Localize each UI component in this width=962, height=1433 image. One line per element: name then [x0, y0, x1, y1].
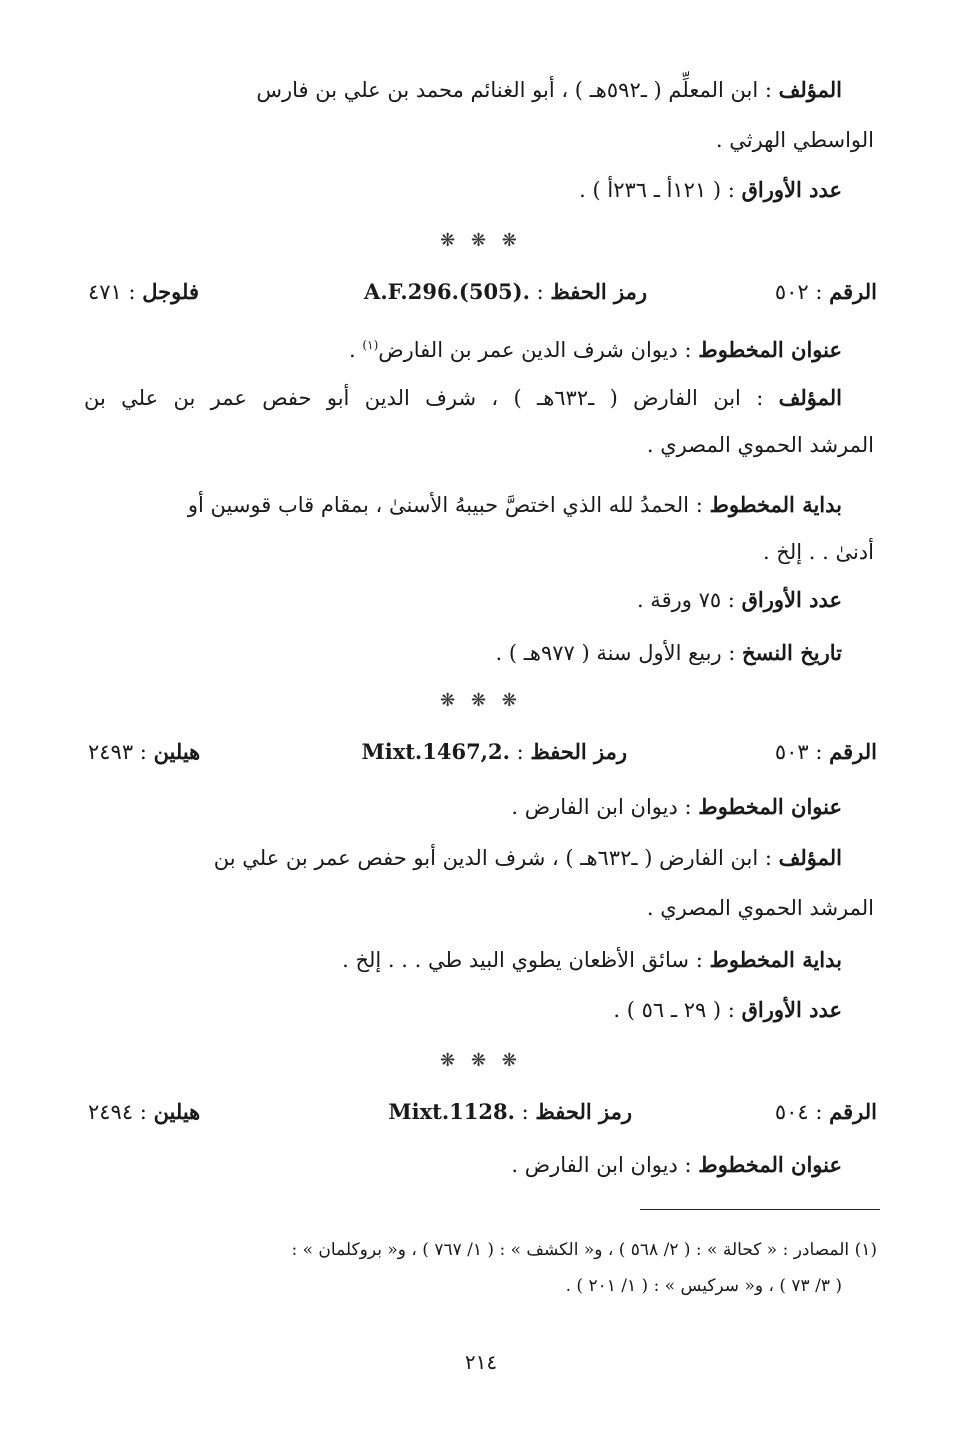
- incipit-value: الحمدُ لله الذي اختصَّ حبيبهُ الأسنىٰ ، بمقام قاب قوسين أو: [187, 493, 690, 517]
- author-value: ابن الفارض ( ـ٦٣٢هـ ) ، شرف الدين أبو حفص عمر بن علي بن: [213, 846, 759, 870]
- page-number: ٢١٤: [464, 1350, 498, 1374]
- leaves-label: عدد الأوراق: [741, 177, 842, 202]
- title-value: ديوان شرف الدين عمر بن الفارض: [378, 338, 678, 362]
- catalog-ref: فلوجل : ٤٧١: [88, 279, 200, 304]
- leaves-label: عدد الأوراق: [741, 587, 842, 612]
- footnote-line: [82, 1235, 877, 1265]
- incipit-continuation: أدنىٰ . . إلخ .: [762, 540, 874, 564]
- shelf-label: رمز الحفظ: [535, 1099, 632, 1124]
- title-value: ديوان ابن الفارض .: [511, 795, 678, 819]
- incipit-line: بداية المخطوط : الحمدُ لله الذي اختصَّ حبيبهُ الأسنىٰ ، بمقام قاب قوسين أو: [187, 492, 842, 517]
- incipit-line: بداية المخطوط : سائق الأظعان يطوي البيد طي . . . إلخ .: [342, 947, 842, 972]
- footnote-rule: [640, 1209, 880, 1210]
- number-label: الرقم: [829, 1099, 877, 1124]
- leaves-value: ٧٥ ورقة .: [636, 588, 722, 612]
- leaves-line: عدد الأوراق : ٧٥ ورقة .: [636, 587, 842, 612]
- title-line: عنوان المخطوط : ديوان شرف الدين عمر بن الفارض$^{(١)}$ .: [349, 337, 842, 362]
- incipit-label: بداية المخطوط: [709, 947, 842, 972]
- catalog-value: ٢٤٩٣: [88, 740, 134, 764]
- catalog-label: فلوجل: [142, 279, 200, 304]
- number-value: ٥٠٢: [774, 280, 809, 304]
- title-label: عنوان المخطوط: [698, 794, 842, 819]
- leaves-value: ( ١٢١أ ـ ٢٣٦أ ) .: [579, 178, 722, 202]
- title-label: عنوان المخطوط: [698, 1152, 842, 1177]
- author-label: المؤلف: [778, 845, 842, 870]
- author-label: المؤلف: [778, 77, 842, 102]
- copy-date-value: ربيع الأول سنة ( ٩٧٧هـ ) .: [495, 641, 722, 665]
- title-end: .: [349, 338, 356, 362]
- title-label: عنوان المخطوط: [698, 337, 842, 362]
- separator-ornament: ❋ ❋ ❋: [440, 1050, 522, 1071]
- leaves-line: عدد الأوراق : ( ١٢١أ ـ ٢٣٦أ ) .: [579, 177, 842, 202]
- catalog-ref: هيلين : ٢٤٩٤: [88, 1099, 201, 1124]
- shelf-value: Mixt.1467,2.: [361, 739, 510, 764]
- author-value: ابن الفارض ( ـ٦٣٢هـ ) ، شرف الدين أبو حفص عمر بن علي بن: [84, 386, 741, 410]
- incipit-label: بداية المخطوط: [709, 492, 842, 517]
- leaves-line: عدد الأوراق : ( ٢٩ ـ ٥٦ ) .: [613, 997, 842, 1022]
- entry-number: الرقم : ٥٠٢: [774, 279, 877, 304]
- catalog-ref: هيلين : ٢٤٩٣: [88, 739, 201, 764]
- number-value: ٥٠٤: [774, 1100, 809, 1124]
- shelfmark: رمز الحفظ : Mixt.1128.: [388, 1099, 632, 1124]
- shelf-value: Mixt.1128.: [388, 1099, 515, 1124]
- copy-date-label: تاريخ النسخ: [742, 640, 842, 665]
- number-label: الرقم: [829, 739, 877, 764]
- footnote-marker: (١): [362, 338, 379, 352]
- footnote-marker: (١): [854, 1240, 877, 1260]
- number-value: ٥٠٣: [774, 740, 809, 764]
- author-line: المؤلف : ابن الفارض ( ـ٦٣٢هـ ) ، شرف الدين أبو حفص عمر بن علي بن: [84, 385, 842, 410]
- entry-number: الرقم : ٥٠٣: [774, 739, 877, 764]
- title-value: ديوان ابن الفارض .: [511, 1153, 678, 1177]
- number-label: الرقم: [829, 279, 877, 304]
- author-value: ابن المعلِّم ( ـ٥٩٢هـ ) ، أبو الغنائم محمد بن علي بن فارس: [256, 78, 759, 102]
- separator-ornament: ❋ ❋ ❋: [440, 690, 522, 711]
- title-line: عنوان المخطوط : ديوان ابن الفارض .: [511, 794, 842, 819]
- shelf-value: A.F.296.(505).: [364, 279, 530, 304]
- footnote-text: المصادر : « كحالة » : ( ٢/ ٥٦٨ ) ، و« الكشف » : ( ١/ ٧٦٧ ) ، و« بروكلمان » :: [291, 1240, 850, 1260]
- entry-number: الرقم : ٥٠٤: [774, 1099, 877, 1124]
- author-label: المؤلف: [778, 385, 842, 410]
- separator-ornament: ❋ ❋ ❋: [440, 230, 522, 251]
- leaves-value: ( ٢٩ ـ ٥٦ ) .: [613, 998, 722, 1022]
- catalog-label: هيلين: [153, 739, 201, 764]
- footnote-continuation: ( ٣/ ٧٣ ) ، و« سركيس » : ( ١/ ٢٠١ ) .: [565, 1276, 842, 1296]
- incipit-value: سائق الأظعان يطوي البيد طي . . . إلخ .: [342, 948, 690, 972]
- leaves-label: عدد الأوراق: [741, 997, 842, 1022]
- catalog-label: هيلين: [153, 1099, 201, 1124]
- shelfmark: رمز الحفظ : A.F.296.(505).: [364, 279, 647, 304]
- catalog-value: ٤٧١: [88, 280, 122, 304]
- author-line: المؤلف : ابن المعلِّم ( ـ٥٩٢هـ ) ، أبو الغنائم محمد بن علي بن فارس: [256, 77, 842, 102]
- author-continuation: المرشد الحموي المصري .: [646, 433, 874, 457]
- shelf-label: رمز الحفظ: [530, 739, 627, 764]
- author-continuation: المرشد الحموي المصري .: [646, 896, 874, 920]
- copy-date-line: تاريخ النسخ : ربيع الأول سنة ( ٩٧٧هـ ) .: [495, 640, 842, 665]
- shelfmark: رمز الحفظ : Mixt.1467,2.: [361, 739, 627, 764]
- title-line: عنوان المخطوط : ديوان ابن الفارض .: [511, 1152, 842, 1177]
- author-continuation: الواسطي الهرثي .: [715, 128, 874, 152]
- catalog-value: ٢٤٩٤: [88, 1100, 134, 1124]
- shelf-label: رمز الحفظ: [550, 279, 647, 304]
- author-line: المؤلف : ابن الفارض ( ـ٦٣٢هـ ) ، شرف الدين أبو حفص عمر بن علي بن: [213, 845, 842, 870]
